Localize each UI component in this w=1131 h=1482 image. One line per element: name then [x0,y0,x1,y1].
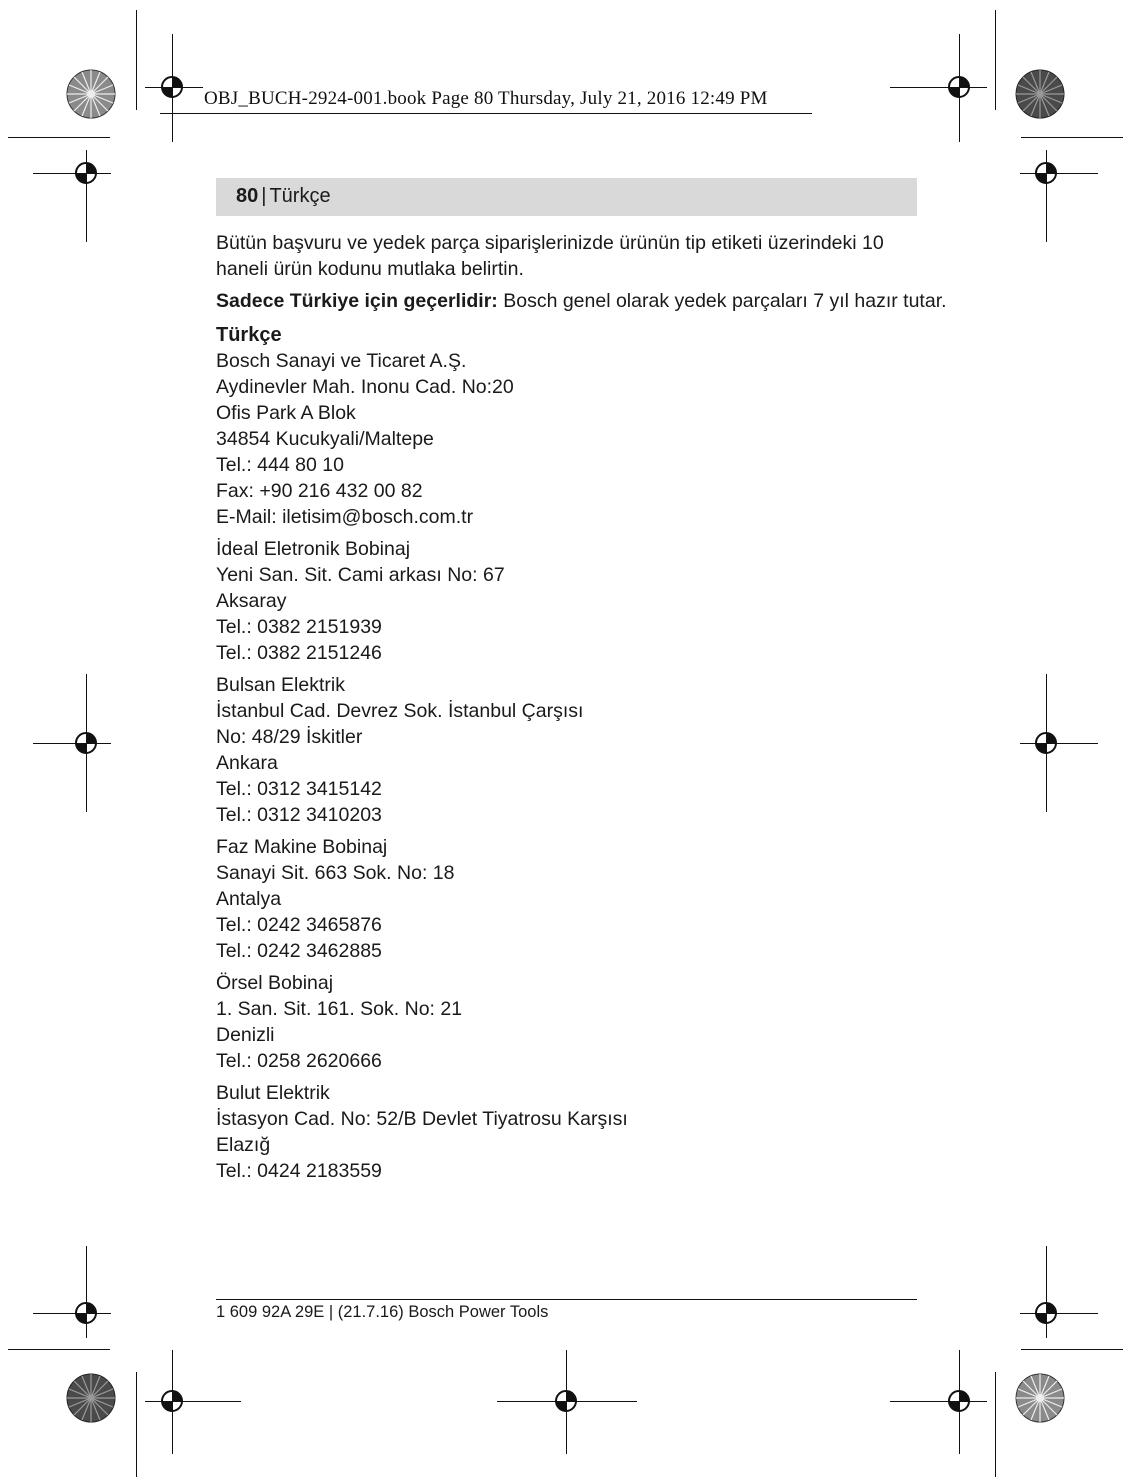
star-target-icon [1014,1372,1066,1424]
phone-line: Tel.: 444 80 10 [216,454,344,476]
address-block [216,970,921,1074]
registration-target-icon [1033,160,1059,186]
registration-target-icon [1033,1300,1059,1326]
phone-line: Tel.: 0242 3462885 [216,940,382,962]
registration-target-icon [946,74,972,100]
registration-target-icon [1033,730,1059,756]
crop-mark-top-left-horizontal [8,137,110,138]
address-line: Ankara [216,752,278,774]
address-block [216,536,921,666]
address-block [216,348,921,530]
page-body [216,230,947,1190]
header-text [236,185,331,208]
registration-target-icon [946,1388,972,1414]
address-block [216,834,921,964]
reg-line [33,1313,111,1314]
address-line: Bosch Sanayi ve Ticaret A.Ş. [216,350,467,372]
address-line: Denizli [216,1024,275,1046]
fax-line: Fax: +90 216 432 00 82 [216,480,423,502]
star-target-icon [65,1372,117,1424]
reg-line [33,743,111,744]
reg-line [1020,173,1098,174]
phone-line: Tel.: 0382 2151246 [216,642,382,664]
address-line: Elazığ [216,1134,271,1156]
registration-target-icon [73,160,99,186]
print-slug: OBJ_BUCH-2924-001.book Page 80 Thursday, July 21, 2016 12:49 PM [204,88,768,109]
address-line: Yeni San. Sit. Cami arkası No: 67 [216,564,505,586]
address-line: Faz Makine Bobinaj [216,836,388,858]
address-line: 1. San. Sit. 161. Sok. No: 21 [216,998,463,1020]
address-block [216,672,921,828]
address-line: Aksaray [216,590,287,612]
phone-line: Tel.: 0312 3410203 [216,804,382,826]
notice-text: Bosch genel olarak yedek parçaları 7 yıl hazır tutar. [497,290,947,312]
reg-line [890,87,987,88]
crop-mark-top-right-vertical [995,10,996,110]
address-line: İstanbul Cad. Devrez Sok. İstanbul Çarşısı [216,700,584,722]
crop-mark-top-right-horizontal [1021,137,1123,138]
page-number: 80 [236,185,259,207]
address-line: Bulut Elektrik [216,1082,330,1104]
phone-line: Tel.: 0424 2183559 [216,1160,382,1182]
registration-target-icon [159,74,185,100]
address-line: No: 48/29 İskitler [216,726,363,748]
address-line: İstasyon Cad. No: 52/B Devlet Tiyatrosu Karşısı [216,1108,628,1130]
phone-line: Tel.: 0258 2620666 [216,1050,382,1072]
reg-line [1020,1313,1098,1314]
crop-mark-bottom-right-horizontal [1021,1349,1123,1350]
address-line: İdeal Eletronik Bobinaj [216,538,411,560]
notice-label: Sadece Türkiye için geçerlidir: [216,290,498,312]
crop-mark-bottom-left-horizontal [8,1349,110,1350]
phone-line: Tel.: 0312 3415142 [216,778,382,800]
section-title: Türkçe [216,324,282,346]
phone-line: Tel.: 0382 2151939 [216,616,382,638]
intro-paragraph: Bütün başvuru ve yedek parça siparişlerinizde ürünün tip etiketi üzerindeki 10 haneli ürün kodunu mutlaka belirtin. [216,232,884,280]
address-line: Aydinevler Mah. Inonu Cad. No:20 [216,376,514,398]
address-line: Sanayi Sit. 663 Sok. No: 18 [216,862,455,884]
email-line: E-Mail: iletisim@bosch.com.tr [216,506,474,528]
registration-target-icon [73,1300,99,1326]
footer-rule [216,1299,917,1300]
reg-line [1020,743,1098,744]
page-footer: 1 609 92A 29E | (21.7.16) Bosch Power Tools [216,1303,549,1321]
registration-target-icon [553,1388,579,1414]
phone-line: Tel.: 0242 3465876 [216,914,382,936]
reg-line [33,173,111,174]
header-separator: | [261,185,267,207]
registration-target-icon [159,1388,185,1414]
header-language: Türkçe [269,185,331,207]
address-line: Örsel Bobinaj [216,972,334,994]
address-line: 34854 Kucukyali/Maltepe [216,428,434,450]
reg-line [890,1401,987,1402]
star-target-icon [1014,68,1066,120]
notice-paragraph [216,288,947,314]
address-line: Bulsan Elektrik [216,674,345,696]
registration-target-icon [73,730,99,756]
address-block [216,1080,921,1184]
slug-rule [160,113,812,114]
star-target-icon [65,68,117,120]
address-line: Ofis Park A Blok [216,402,356,424]
crop-mark-bottom-right-vertical [995,1372,996,1477]
running-header [216,178,917,216]
address-line: Antalya [216,888,282,910]
crop-mark-top-left-vertical [136,10,137,110]
crop-mark-bottom-left-vertical [136,1372,137,1477]
